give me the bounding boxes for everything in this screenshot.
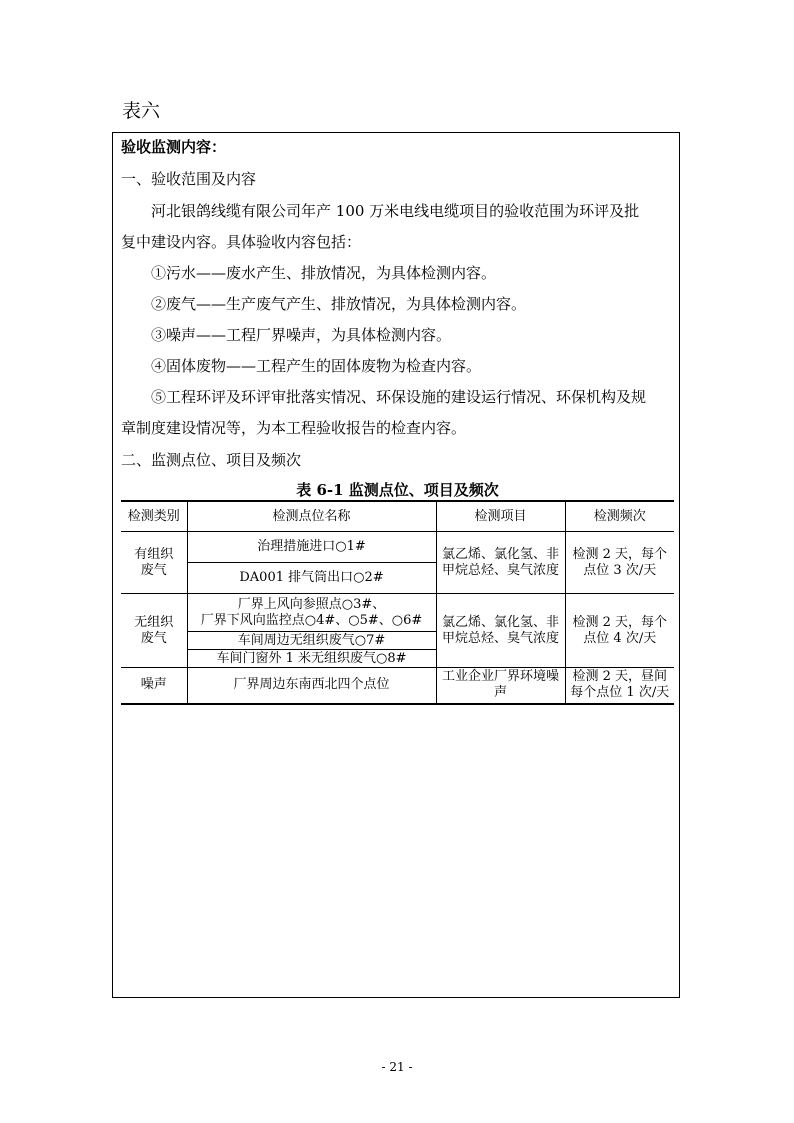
- point-cell: 车间门窗外 1 米无组织废气○8#: [187, 650, 436, 668]
- items-cell: 氯乙烯、氯化氢、非甲烷总烃、臭气浓度: [436, 532, 565, 594]
- table-caption: 表 6-1 监测点位、项目及频次: [296, 481, 499, 499]
- content-item-solid-waste: ④固体废物——工程产生的固体废物为检查内容。: [151, 357, 482, 375]
- category-organized: 有组织废气: [121, 532, 187, 594]
- header-frequency: 检测频次: [565, 501, 674, 532]
- part1-title: 一、验收范围及内容: [121, 170, 257, 188]
- part1-paragraph-line1: 河北银鸽线缆有限公司年产 100 万米电线电缆项目的验收范围为环评及批: [151, 202, 640, 220]
- items-cell: 氯乙烯、氯化氢、非甲烷总烃、臭气浓度: [436, 594, 565, 668]
- point-cell: 治理措施进口○1#: [187, 532, 436, 563]
- content-item-exhaust-gas: ②废气——生产废气产生、排放情况，为具体检测内容。: [151, 295, 527, 313]
- category-unorganized: 无组织废气: [121, 594, 187, 668]
- point-cell: DA001 排气筒出口○2#: [187, 563, 436, 594]
- content-item-eia-line1: ⑤工程环评及环评审批落实情况、环保设施的建设运行情况、环保机构及规: [151, 388, 647, 406]
- items-cell: 工业企业厂界环境噪声: [436, 668, 565, 704]
- header-category: 检测类别: [121, 501, 187, 532]
- frequency-cell: 检测 2 天，每个点位 4 次/天: [565, 594, 674, 668]
- frequency-cell: 检测 2 天，昼间每个点位 1 次/天: [565, 668, 674, 704]
- table-header-row: [121, 501, 674, 532]
- monitoring-table: [121, 500, 674, 705]
- header-item: 检测项目: [436, 501, 565, 532]
- frequency-cell: 检测 2 天，每个点位 3 次/天: [565, 532, 674, 594]
- table-row: [121, 532, 674, 563]
- content-item-wastewater: ①污水——废水产生、排放情况，为具体检测内容。: [151, 264, 497, 282]
- point-line: 厂界上风向参照点○3#、: [237, 596, 386, 612]
- section-title: 验收监测内容：: [121, 138, 227, 156]
- table-row: [121, 594, 674, 632]
- table-row: [121, 668, 674, 704]
- point-cell: [187, 594, 436, 632]
- point-cell: 厂界周边东南西北四个点位: [187, 668, 436, 704]
- point-cell: 车间周边无组织废气○7#: [187, 632, 436, 650]
- header-point-name: 检测点位名称: [187, 501, 436, 532]
- part1-paragraph-line2: 复中建设内容。具体验收内容包括：: [121, 233, 362, 251]
- page-heading: 表六: [122, 100, 161, 122]
- content-item-eia-line2: 章制度建设情况等，为本工程验收报告的检查内容。: [121, 419, 467, 437]
- part2-title: 二、监测点位、项目及频次: [121, 451, 302, 469]
- point-line: 厂界下风向监控点○4#、○5#、○6#: [200, 612, 423, 628]
- page-number: - 21 -: [381, 1060, 413, 1074]
- category-noise: 噪声: [121, 668, 187, 704]
- content-item-noise: ③噪声——工程厂界噪声，为具体检测内容。: [151, 326, 452, 344]
